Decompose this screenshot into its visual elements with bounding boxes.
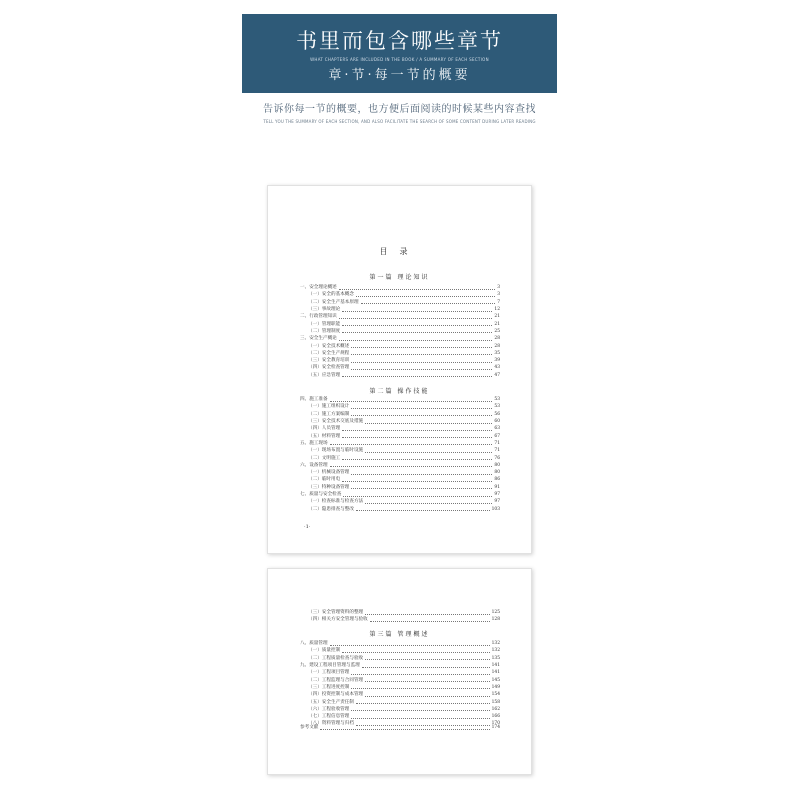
references-row: [300, 724, 500, 731]
toc-subentry: [300, 425, 500, 432]
toc-subentry: [300, 291, 500, 298]
toc-subentry: [300, 403, 500, 410]
toc-subentry: [300, 299, 500, 306]
toc-entry-page: 141: [491, 670, 500, 676]
toc-entry-page: 145: [491, 677, 500, 683]
toc-entry: [300, 462, 500, 469]
toc-entry-label: （二）临时用电: [308, 477, 341, 483]
toc-subentry: [300, 364, 500, 371]
toc-entry-page: 28: [494, 336, 500, 342]
dot-leader: [365, 678, 489, 682]
toc-entry-page: 154: [491, 692, 500, 698]
toc-subentry: [300, 647, 500, 654]
dot-leader: [351, 707, 489, 711]
toc-entry-label: 七、质量与安全检查: [300, 492, 342, 497]
dot-leader: [356, 700, 490, 704]
dot-leader: [342, 329, 492, 333]
toc-entry-label: （八）资料管理与归档: [308, 721, 354, 727]
dot-leader: [320, 726, 489, 730]
toc-entry-label: （三）安全管理资料的整理: [308, 610, 364, 616]
toc-entry-label: （三）安全技术交底及措施: [308, 419, 364, 425]
page-number: ·1·: [304, 524, 311, 530]
toc-entry-label: （五）应急管理: [308, 372, 341, 378]
toc-entry-page: 56: [494, 411, 500, 417]
toc-entry-page: 132: [491, 641, 500, 647]
toc-entry-page: 132: [491, 648, 500, 654]
toc-subentry: [300, 505, 500, 512]
toc-subentry: [300, 684, 500, 691]
toc-entry-page: 71: [494, 440, 500, 446]
toc-subentry: [300, 306, 500, 313]
toc-entry-page: 3: [497, 285, 500, 291]
toc-entry-page: 63: [494, 426, 500, 432]
toc-entry-label: （二）安全生产基本原理: [308, 299, 359, 305]
toc-entry-page: 3: [497, 292, 500, 298]
toc-subentry: [300, 655, 500, 662]
dot-leader: [339, 286, 495, 290]
toc-entry-page: 47: [494, 372, 500, 378]
toc-entry: [300, 724, 500, 731]
dot-leader: [365, 656, 489, 660]
toc-subentry: [300, 357, 500, 364]
toc-entry-page: 35: [494, 350, 500, 356]
toc-entry-page: 25: [494, 328, 500, 334]
toc-entry-label: （四）安全检查管理: [308, 365, 350, 371]
dot-leader: [365, 420, 492, 424]
toc-entry-page: 149: [491, 684, 500, 690]
toc-entry-label: （五）安全生产责任制: [308, 699, 354, 705]
toc-entry-page: 67: [494, 433, 500, 439]
toc-entry-label: （二）施工方案编制: [308, 411, 350, 417]
toc-entry-page: 80: [494, 470, 500, 476]
dot-leader: [351, 715, 489, 719]
toc-subentry: [300, 676, 500, 683]
toc-entry-label: （一）管理职能: [308, 321, 341, 327]
dot-leader: [342, 456, 492, 460]
dot-leader: [365, 449, 492, 453]
toc-entry-label: （一）工程项目管理: [308, 670, 350, 676]
toc-entry-label: （一）检查标准与检查方法: [308, 499, 364, 505]
toc-entry-page: 86: [494, 477, 500, 483]
toc-subentry: [300, 706, 500, 713]
toc-subentry: [300, 342, 500, 349]
toc-subentry: [300, 484, 500, 491]
toc-entry-label: 三、安全生产概论: [300, 336, 337, 342]
dot-leader: [330, 441, 493, 445]
toc-entry-label: 参考文献: [300, 725, 319, 731]
toc-subentry: [300, 328, 500, 335]
toc-page-2: [267, 568, 532, 775]
toc-subentry: [300, 616, 500, 623]
dot-leader: [351, 671, 489, 675]
toc-heading: 目录: [379, 247, 420, 256]
dot-leader: [330, 463, 493, 467]
dot-leader: [339, 315, 493, 319]
dot-leader: [342, 308, 492, 312]
banner-title: 书里而包含哪些章节: [296, 29, 503, 53]
toc-entry-page: 80: [494, 462, 500, 468]
dot-leader: [351, 485, 492, 489]
dot-leader: [362, 664, 490, 668]
toc-page-1: [267, 185, 532, 554]
toc-entry-page: 21: [494, 321, 500, 327]
toc-entry-label: 八、质量管理: [300, 641, 328, 647]
dot-leader: [342, 427, 492, 431]
toc-entry-page: 174: [491, 725, 500, 731]
toc-entry-label: 一、安全理论概述: [300, 285, 337, 291]
toc-entry-page: 21: [494, 314, 500, 320]
toc-entry-page: 141: [491, 663, 500, 669]
toc-subentry: [300, 432, 500, 439]
dot-leader: [365, 611, 489, 615]
toc-subentry: [300, 372, 500, 379]
toc-entry-label: 九、建设工程项目管理与监理: [300, 663, 360, 669]
toc-entry: [300, 662, 500, 669]
toc-entry: [300, 396, 500, 403]
dot-leader: [343, 493, 492, 497]
dot-leader: [351, 471, 492, 475]
toc-entry-label: （二）管理制度: [308, 328, 341, 334]
toc-entry-page: 53: [494, 404, 500, 410]
toc-entry-label: （七）工程信息管理: [308, 714, 350, 720]
toc-entry-label: （一）安全的基本概念: [308, 292, 354, 298]
tagline-en: TELL YOU THE SUMMARY OF EACH SECTION, AND ALSO FACILITATE THE SEARCH OF SOME CONTENT DURING LATER READING: [263, 119, 536, 124]
toc-subentry: [300, 713, 500, 720]
toc-entry: [300, 491, 500, 498]
dot-leader: [351, 412, 492, 416]
toc-subentry: [300, 669, 500, 676]
toc-subentry: [300, 476, 500, 483]
dot-leader: [330, 642, 490, 646]
toc-entry-label: （二）工程监理与合同管理: [308, 677, 364, 683]
toc-entry-label: （四）投资控制与成本管理: [308, 692, 364, 698]
dot-leader: [351, 366, 492, 370]
dot-leader: [370, 618, 490, 622]
dot-leader: [342, 322, 492, 326]
header-banner: [242, 14, 557, 93]
part-2-title: 第二篇 操作技能: [369, 388, 430, 395]
banner-subtitle: 章·节·每一节的概要: [328, 68, 471, 83]
toc-subentry: [300, 469, 500, 476]
toc-entry-label: （四）相关方安全管理与验收: [308, 617, 368, 623]
dot-leader: [356, 507, 490, 511]
toc-entry-page: 60: [494, 419, 500, 425]
toc-entry-label: （二）工程质量检查与验收: [308, 655, 364, 661]
dot-leader: [356, 293, 495, 297]
toc-subentry: [300, 320, 500, 327]
banner-tiny-text: WHAT CHAPTERS ARE INCLUDED IN THE BOOK / A SUMMARY OF EACH SECTION: [310, 57, 489, 62]
dot-leader: [361, 300, 496, 304]
part-3-title: 第三篇 管理概述: [369, 631, 430, 638]
toc-entry-label: 二、行政管理知识: [300, 314, 337, 320]
dot-leader: [342, 373, 492, 377]
toc-entry-page: 97: [494, 492, 500, 497]
dot-leader: [342, 434, 492, 438]
toc-entry-label: （三）安全教育培训: [308, 358, 350, 364]
toc-subentry: [300, 454, 500, 461]
part-2-rows: [300, 396, 500, 513]
toc-entry-label: （六）工程验收管理: [308, 706, 350, 712]
dot-leader: [365, 500, 492, 504]
toc-entry-page: 128: [491, 617, 500, 623]
dot-leader: [351, 359, 492, 363]
part-1-rows: [300, 284, 500, 379]
toc-entry-label: （三）特种设备管理: [308, 484, 350, 490]
dot-leader: [351, 685, 489, 689]
toc-entry-page: 125: [491, 610, 500, 616]
toc-entry-page: 43: [494, 365, 500, 371]
toc-entry-label: （三）工程进度控制: [308, 684, 350, 690]
toc-entry-label: （一）施工组织设计: [308, 404, 350, 410]
toc-entry-page: 53: [494, 397, 500, 403]
toc-entry: [300, 313, 500, 320]
toc-subentry: [300, 411, 500, 418]
toc-subentry: [300, 691, 500, 698]
toc-entry-page: 71: [494, 448, 500, 454]
toc-entry-page: 103: [491, 506, 500, 512]
toc-entry-label: （一）安全技术概述: [308, 343, 350, 349]
toc-entry-page: 76: [494, 455, 500, 461]
toc-entry-label: （五）材料管理: [308, 433, 341, 439]
tagline-cn: 告诉你每一节的概要，也方便后面阅读的时候某些内容查找: [263, 104, 536, 115]
toc-entry-page: 12: [494, 307, 500, 313]
toc-subentry: [300, 698, 500, 705]
toc-entry-label: （二）安全生产规程: [308, 350, 350, 356]
toc-entry-page: 135: [491, 655, 500, 661]
toc-subentry: [300, 609, 500, 616]
toc-entry-page: 7: [497, 299, 500, 305]
toc-entry-label: （一）质量控制: [308, 648, 341, 654]
part-1-title: 第一篇 理论知识: [369, 274, 430, 281]
toc-entry: [300, 440, 500, 447]
toc-entry-page: 170: [491, 721, 500, 727]
page-2-top-rows: [300, 609, 500, 624]
toc-entry-page: 162: [491, 706, 500, 712]
toc-entry: [300, 335, 500, 342]
toc-entry-page: 28: [494, 343, 500, 349]
toc-entry-label: （三）事故理论: [308, 307, 341, 313]
toc-entry-page: 91: [494, 484, 500, 490]
toc-entry-label: （二）隐患排查与整改: [308, 506, 354, 512]
dot-leader: [365, 693, 489, 697]
dot-leader: [339, 337, 493, 341]
dot-leader: [351, 344, 492, 348]
toc-subentry: [300, 447, 500, 454]
toc-entry-label: （一）现场布置与临时设施: [308, 448, 364, 454]
toc-entry-page: 166: [491, 714, 500, 720]
dot-leader: [351, 405, 492, 409]
toc-entry-label: 五、施工现场: [300, 440, 328, 446]
toc-entry-label: 四、施工准备: [300, 397, 328, 403]
toc-entry-page: 158: [491, 699, 500, 705]
toc-subentry: [300, 498, 500, 505]
toc-entry-page: 39: [494, 358, 500, 364]
toc-subentry: [300, 418, 500, 425]
part-3-rows: [300, 640, 500, 731]
dot-leader: [342, 649, 489, 653]
toc-entry: [300, 640, 500, 647]
toc-entry-label: （二）文明施工: [308, 455, 341, 461]
toc-entry-label: （四）人员管理: [308, 426, 341, 432]
toc-entry: [300, 284, 500, 291]
toc-entry-label: 六、设备管理: [300, 462, 328, 468]
toc-subentry: [300, 350, 500, 357]
dot-leader: [342, 478, 492, 482]
toc-entry-page: 97: [494, 499, 500, 505]
dot-leader: [351, 351, 492, 355]
toc-entry-label: （一）机械设备管理: [308, 470, 350, 476]
dot-leader: [330, 398, 493, 402]
